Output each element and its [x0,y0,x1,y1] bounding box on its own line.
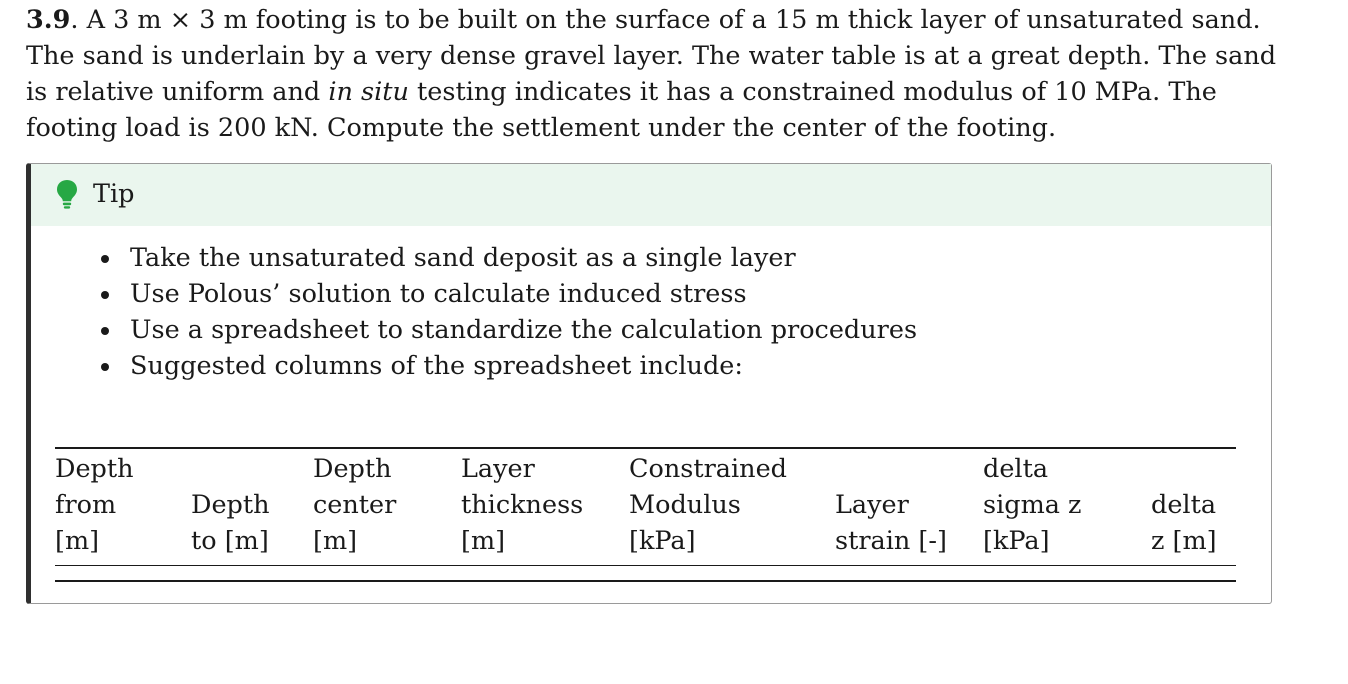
problem-statement [26,2,1286,146]
tip-list [94,240,917,384]
table-header-rule [55,565,1236,566]
column-header-depth-center: Depth center [m] [313,454,397,556]
column-header-depth-from: Depth from [m] [55,454,134,556]
problem-text-italic: in situ [328,77,409,107]
tip-header [31,164,1271,226]
tip-callout [26,163,1272,604]
problem-text-1: . A 3 m × 3 m footing is to be built on the surface of a 15 m thick layer of unsaturated sand. The sand is underlain by a very dense gravel layer. The water table is at a great depth. The sand is relative uniform and [26,5,1277,107]
column-header-layer-thickness: Layer thickness [m] [461,454,584,556]
lightbulb-icon [56,179,78,209]
tip-title: Tip [93,179,135,209]
column-header-layer-strain: Layer strain [-] [835,490,947,556]
table-bottom-rule [55,580,1236,582]
list-item: Take the unsaturated sand deposit as a single layer [94,240,917,276]
table-top-rule [55,447,1236,449]
column-header-delta-z: delta z [m] [1151,490,1217,556]
list-item: Suggested columns of the spreadsheet include: [94,348,917,384]
column-header-depth-to: Depth to [m] [191,490,270,556]
list-item: Use Polous’ solution to calculate induced stress [94,276,917,312]
problem-number: 3.9 [26,5,71,35]
column-header-delta-sigma-z: delta sigma z [kPa] [983,454,1082,556]
list-item: Use a spreadsheet to standardize the calculation procedures [94,312,917,348]
column-header-constrained-modulus: Constrained Modulus [kPa] [629,454,788,556]
problem-text-2: testing indicates it has a constrained modulus of 10 MPa. The footing load is 200 kN. Compute the settlement under the center of the footing. [26,77,1217,143]
